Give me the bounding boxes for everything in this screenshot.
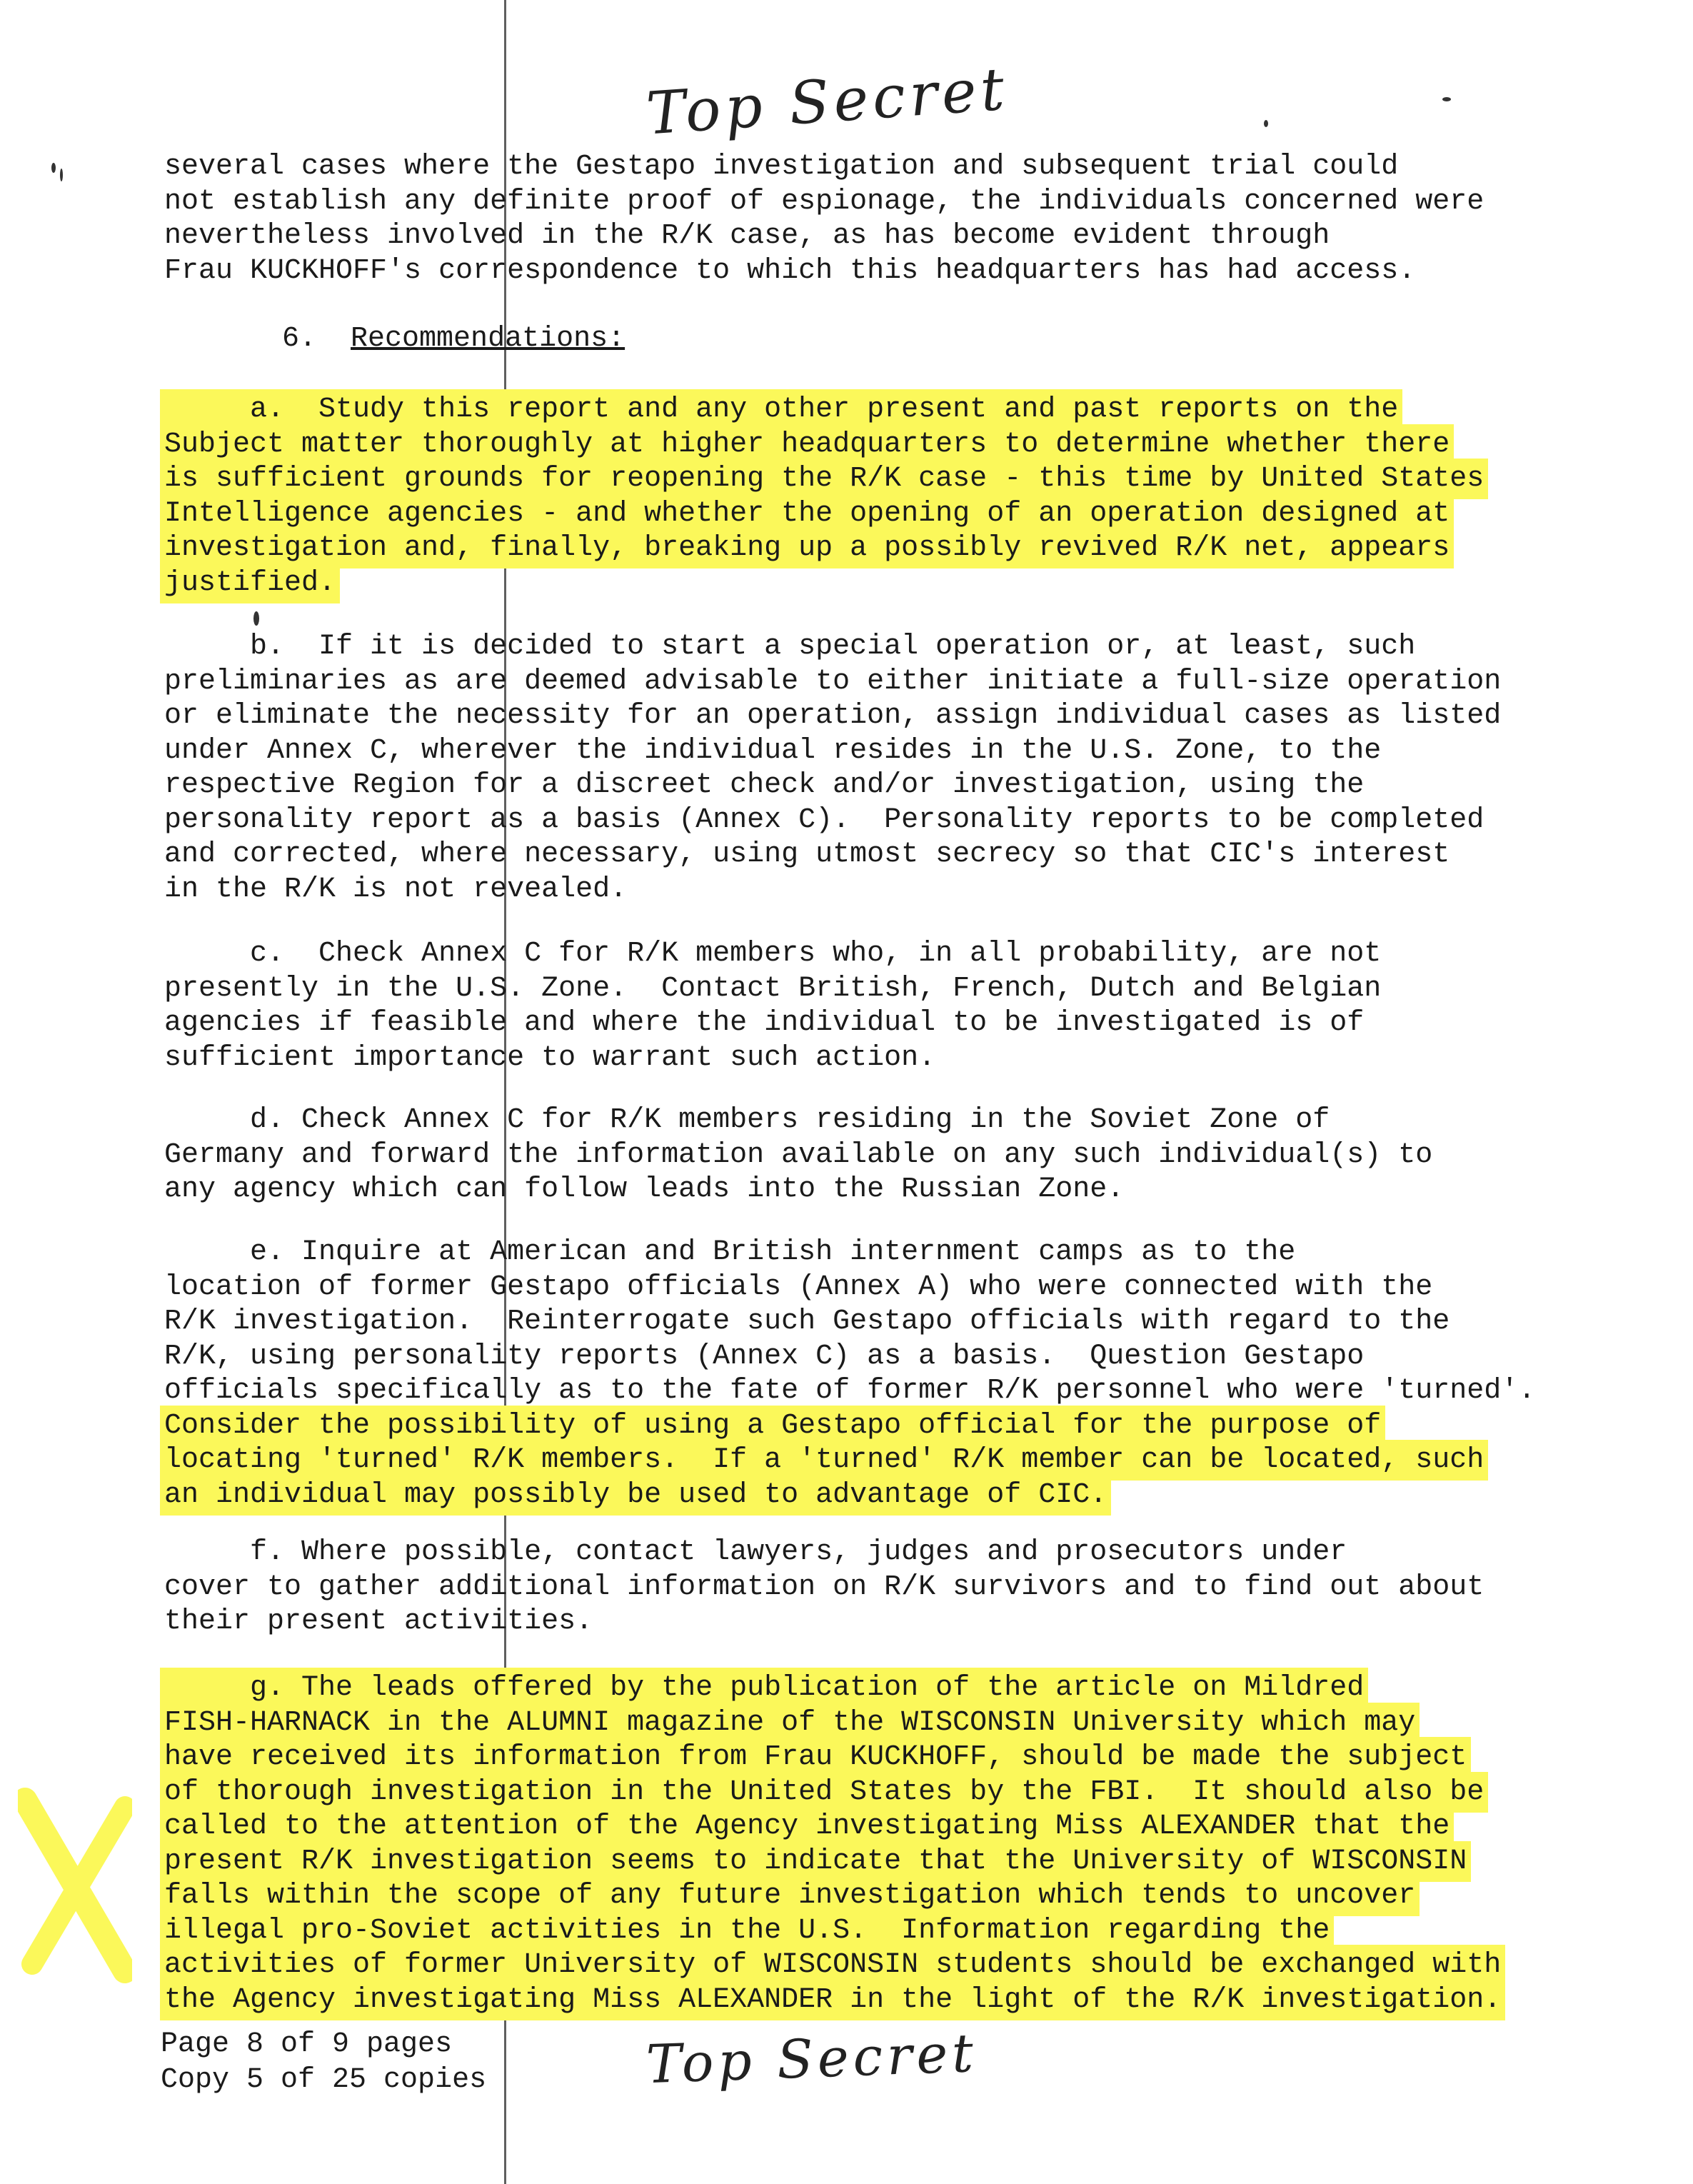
highlighted-line: a. Study this report and any other present and past reports on the — [164, 394, 1399, 426]
highlighted-line: falls within the scope of any future investigation which tends to uncover — [164, 1880, 1416, 1912]
scan-speck — [51, 163, 56, 173]
text-line: agencies if feasible and where the individual to be investigated is of — [164, 1007, 1365, 1039]
text-line: presently in the U.S. Zone. Contact British, French, Dutch and Belgian — [164, 972, 1382, 1005]
copy-number: Copy 5 of 25 copies — [161, 2064, 487, 2096]
highlighted-line: an individual may possibly be used to advantage of CIC. — [164, 1478, 1107, 1511]
paragraph-c — [164, 937, 1471, 1076]
highlighter-x-mark — [18, 1785, 132, 1985]
top-secret-stamp-bottom: Top Secret — [645, 2022, 979, 2096]
paragraph-a — [164, 393, 1484, 601]
highlighted-line: illegal pro-Soviet activities in the U.S. Information regarding the — [164, 1914, 1330, 1947]
text-line: e. Inquire at American and British internment camps as to the — [164, 1236, 1296, 1268]
paragraph-e — [164, 1236, 1536, 1513]
scan-speck — [1442, 97, 1451, 101]
paragraph-b — [164, 630, 1502, 907]
page-footer — [161, 2027, 486, 2098]
text-line: any agency which can follow leads into the Russian Zone. — [164, 1173, 1125, 1206]
text-line: f. Where possible, contact lawyers, judges and prosecutors under — [164, 1536, 1347, 1568]
text-line: their present activities. — [164, 1606, 593, 1638]
highlighted-line: called to the attention of the Agency investigating Miss ALEXANDER that the — [164, 1810, 1450, 1843]
highlighted-line: justified. — [164, 566, 336, 599]
highlighted-line: is sufficient grounds for reopening the R/K case - this time by United States — [164, 463, 1484, 495]
highlighted-line: have received its information from Frau KUCKHOFF, should be made the subject — [164, 1741, 1467, 1773]
scan-speck — [1264, 120, 1268, 127]
highlighted-line: locating 'turned' R/K members. If a 'turned' R/K member can be located, such — [164, 1444, 1484, 1476]
text-line: R/K, using personality reports (Annex C) as a basis. Question Gestapo — [164, 1340, 1365, 1373]
highlighted-line: activities of former University of WISCONSIN students should be exchanged with — [164, 1949, 1502, 1981]
text-line: sufficient importance to warrant such action. — [164, 1041, 936, 1074]
paragraph-f — [164, 1536, 1484, 1640]
paragraph-d — [164, 1103, 1471, 1208]
paragraph-g — [164, 1671, 1502, 2018]
text-line: personality report as a basis (Annex C). Personality reports to be completed — [164, 803, 1484, 836]
section-number: 6. — [282, 323, 317, 355]
text-line: R/K investigation. Reinterrogate such Gestapo officials with regard to the — [164, 1306, 1450, 1338]
highlighted-line: FISH-HARNACK in the ALUMNI magazine of the WISCONSIN University which may — [164, 1706, 1416, 1739]
text-line: nevertheless involved in the R/K case, as has become evident through — [164, 220, 1330, 252]
text-line: Frau KUCKHOFF's correspondence to which this headquarters has had access. — [164, 254, 1416, 287]
text-line: d. Check Annex C for R/K members residing in the Soviet Zone of — [164, 1104, 1330, 1136]
text-line: Germany and forward the information available on any such individual(s) to — [164, 1138, 1433, 1171]
text-line: respective Region for a discreet check and/or investigation, using the — [164, 769, 1365, 801]
text-line: c. Check Annex C for R/K members who, in all probability, are not — [164, 938, 1382, 970]
highlighted-line: investigation and, finally, breaking up a possibly revived R/K net, appears — [164, 532, 1450, 564]
text-line: under Annex C, wherever the individual resides in the U.S. Zone, to the — [164, 734, 1382, 767]
text-line: b. If it is decided to start a special operation or, at least, such — [164, 631, 1416, 663]
highlighted-line: Subject matter thoroughly at higher headquarters to determine whether there — [164, 428, 1450, 461]
text-line: location of former Gestapo officials (Annex A) who were connected with the — [164, 1271, 1433, 1303]
highlighted-line: of thorough investigation in the United States by the FBI. It should also be — [164, 1775, 1484, 1808]
text-line: cover to gather additional information on R/K survivors and to find out about — [164, 1571, 1484, 1603]
section-title: Recommendations: — [351, 323, 626, 355]
scan-speck — [60, 169, 63, 181]
highlighted-line: g. The leads offered by the publication of the article on Mildred — [164, 1672, 1365, 1704]
text-line: in the R/K is not revealed. — [164, 873, 628, 906]
text-line: and corrected, where necessary, using utmost secrecy so that CIC's interest — [164, 838, 1450, 871]
section-heading — [282, 323, 625, 355]
text-line: or eliminate the necessity for an operation, assign individual cases as listed — [164, 700, 1502, 732]
text-line: not establish any definite proof of espionage, the individuals concerned were — [164, 185, 1484, 218]
text-line: officials specifically as to the fate of former R/K personnel who were 'turned'. — [164, 1375, 1536, 1407]
highlighted-line: Consider the possibility of using a Gestapo official for the purpose of — [164, 1409, 1382, 1442]
intro-paragraph — [164, 150, 1484, 289]
page-number: Page 8 of 9 pages — [161, 2028, 453, 2060]
top-secret-stamp-top: Top Secret — [644, 55, 1011, 149]
text-line: several cases where the Gestapo investigation and subsequent trial could — [164, 151, 1399, 183]
highlighted-line: Intelligence agencies - and whether the opening of an operation designed at — [164, 497, 1450, 530]
text-line: preliminaries as are deemed advisable to either initiate a full-size operation — [164, 665, 1502, 698]
highlighted-line: present R/K investigation seems to indicate that the University of WISCONSIN — [164, 1845, 1467, 1878]
highlighted-line: the Agency investigating Miss ALEXANDER in the light of the R/K investigation. — [164, 1983, 1502, 2016]
scan-speck — [253, 611, 259, 626]
